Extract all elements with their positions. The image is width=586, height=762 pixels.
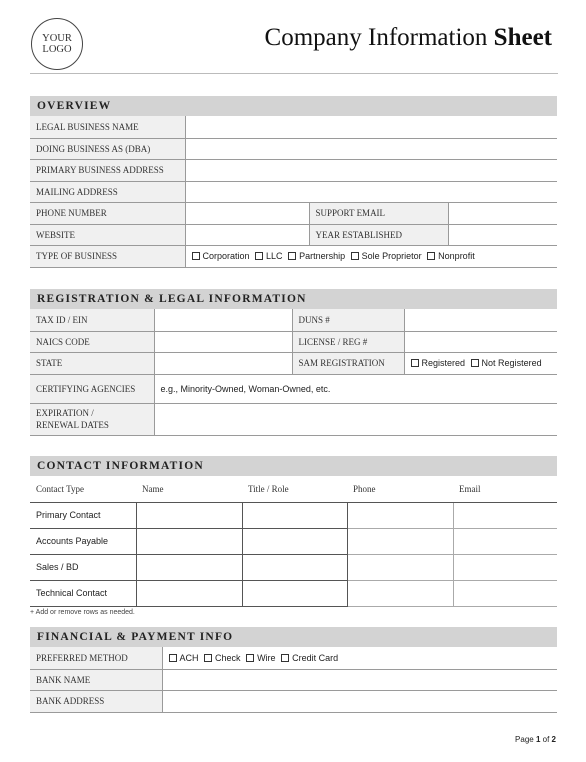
state-label: STATE (30, 352, 154, 374)
email-cell[interactable] (453, 554, 557, 580)
email-cell[interactable] (453, 502, 557, 528)
legal-name-field[interactable] (185, 116, 557, 138)
checkbox-icon[interactable] (204, 654, 212, 662)
name-cell[interactable] (136, 502, 242, 528)
column-header-name: Name (136, 476, 242, 502)
contact-type-technical: Technical Contact (30, 580, 136, 606)
option-partnership[interactable]: Partnership (288, 251, 345, 261)
option-nonprofit[interactable]: Nonprofit (427, 251, 475, 261)
primary-address-row (30, 159, 557, 181)
tax-id-label: TAX ID / EIN (30, 309, 154, 331)
naics-row (30, 331, 557, 352)
phone-cell[interactable] (347, 580, 453, 606)
license-label: LICENSE / REG # (292, 331, 404, 352)
option-corporation[interactable]: Corporation (192, 251, 250, 261)
duns-field[interactable] (404, 309, 557, 331)
business-type-row (30, 245, 557, 267)
bank-name-field[interactable] (162, 669, 557, 690)
financial-table (30, 647, 557, 713)
mailing-address-row (30, 181, 557, 202)
year-established-label: YEAR ESTABLISHED (309, 224, 448, 245)
website-label: WEBSITE (30, 224, 185, 245)
checkbox-icon[interactable] (246, 654, 254, 662)
contact-header-row (30, 476, 557, 502)
license-field[interactable] (404, 331, 557, 352)
financial-heading: FINANCIAL & PAYMENT INFO (30, 627, 557, 647)
mailing-address-field[interactable] (185, 181, 557, 202)
primary-address-label: PRIMARY BUSINESS ADDRESS (30, 159, 185, 181)
title-cell[interactable] (242, 580, 347, 606)
bank-address-field[interactable] (162, 690, 557, 712)
checkbox-icon[interactable] (192, 252, 200, 260)
option-ach[interactable]: ACH (169, 653, 199, 663)
header-divider (30, 73, 558, 74)
email-cell[interactable] (453, 528, 557, 554)
phone-cell[interactable] (347, 528, 453, 554)
contact-type-accounts-payable: Accounts Payable (30, 528, 136, 554)
support-email-label: SUPPORT EMAIL (309, 202, 448, 224)
option-wire[interactable]: Wire (246, 653, 276, 663)
contact-section (30, 456, 557, 607)
state-row (30, 352, 557, 374)
phone-label: PHONE NUMBER (30, 202, 185, 224)
option-registered[interactable]: Registered (411, 358, 466, 368)
state-field[interactable] (154, 352, 292, 374)
expiration-field[interactable] (154, 403, 557, 435)
naics-field[interactable] (154, 331, 292, 352)
name-cell[interactable] (136, 528, 242, 554)
option-not-registered[interactable]: Not Registered (471, 358, 542, 368)
mailing-address-label: MAILING ADDRESS (30, 181, 185, 202)
financial-section (30, 627, 557, 713)
phone-cell[interactable] (347, 554, 453, 580)
checkbox-icon[interactable] (411, 359, 419, 367)
name-cell[interactable] (136, 554, 242, 580)
option-credit-card[interactable]: Credit Card (281, 653, 338, 663)
tax-id-row (30, 309, 557, 331)
expiration-row (30, 403, 557, 435)
legal-name-row (30, 116, 557, 138)
overview-heading: OVERVIEW (30, 96, 557, 116)
business-type-label: TYPE OF BUSINESS (30, 245, 185, 267)
sam-label: SAM REGISTRATION (292, 352, 404, 374)
bank-name-label: BANK NAME (30, 669, 162, 690)
option-sole-proprietor[interactable]: Sole Proprietor (351, 251, 422, 261)
table-row (30, 580, 557, 606)
checkbox-icon[interactable] (281, 654, 289, 662)
contact-table (30, 476, 557, 607)
logo-line-2: LOGO (42, 44, 72, 55)
website-field[interactable] (185, 224, 309, 245)
checkbox-icon[interactable] (255, 252, 263, 260)
company-logo-placeholder (31, 18, 83, 70)
duns-label: DUNS # (292, 309, 404, 331)
preferred-method-label: PREFERRED METHOD (30, 647, 162, 669)
option-check[interactable]: Check (204, 653, 241, 663)
checkbox-icon[interactable] (288, 252, 296, 260)
checkbox-icon[interactable] (351, 252, 359, 260)
column-header-contact-type: Contact Type (30, 476, 136, 502)
naics-label: NAICS CODE (30, 331, 154, 352)
sam-options (404, 352, 557, 374)
checkbox-icon[interactable] (471, 359, 479, 367)
option-llc[interactable]: LLC (255, 251, 283, 261)
legal-name-label: LEGAL BUSINESS NAME (30, 116, 185, 138)
table-row (30, 502, 557, 528)
certifying-label: CERTIFYING AGENCIES (30, 374, 154, 403)
overview-section (30, 96, 557, 268)
expiration-label: EXPIRATION / RENEWAL DATES (30, 403, 154, 435)
contact-type-sales: Sales / BD (30, 554, 136, 580)
tax-id-field[interactable] (154, 309, 292, 331)
title-cell[interactable] (242, 554, 347, 580)
certifying-field[interactable]: e.g., Minority-Owned, Woman-Owned, etc. (154, 374, 557, 403)
phone-cell[interactable] (347, 502, 453, 528)
title-bold: Sheet (493, 24, 552, 51)
dba-field[interactable] (185, 138, 557, 159)
title-cell[interactable] (242, 502, 347, 528)
contact-heading: CONTACT INFORMATION (30, 456, 557, 476)
dba-label: DOING BUSINESS AS (DBA) (30, 138, 185, 159)
certifying-row (30, 374, 557, 403)
bank-name-row (30, 669, 557, 690)
payment-method-options (162, 647, 557, 669)
support-email-field[interactable] (448, 202, 557, 224)
contact-type-primary: Primary Contact (30, 502, 136, 528)
logo-line-1: YOUR (42, 33, 72, 44)
registration-table (30, 309, 557, 436)
primary-address-field[interactable] (185, 159, 557, 181)
column-header-phone: Phone (347, 476, 453, 502)
year-established-field[interactable] (448, 224, 557, 245)
title-cell[interactable] (242, 528, 347, 554)
bank-address-label: BANK ADDRESS (30, 690, 162, 712)
column-header-email: Email (453, 476, 557, 502)
registration-heading: REGISTRATION & LEGAL INFORMATION (30, 289, 557, 309)
checkbox-icon[interactable] (427, 252, 435, 260)
preferred-method-row (30, 647, 557, 669)
phone-row (30, 202, 557, 224)
table-row (30, 528, 557, 554)
registration-section (30, 289, 557, 436)
dba-row (30, 138, 557, 159)
checkbox-icon[interactable] (169, 654, 177, 662)
page-title (265, 24, 552, 52)
bank-address-row (30, 690, 557, 712)
title-regular: Company Information (264, 24, 488, 51)
name-cell[interactable] (136, 580, 242, 606)
website-row (30, 224, 557, 245)
add-rows-note: + Add or remove rows as needed. (30, 609, 135, 616)
table-row (30, 554, 557, 580)
email-cell[interactable] (453, 580, 557, 606)
phone-field[interactable] (185, 202, 309, 224)
business-type-options (185, 245, 557, 267)
overview-table (30, 116, 557, 268)
column-header-title: Title / Role (242, 476, 347, 502)
page-number: Page 1 of 2 (515, 735, 556, 744)
